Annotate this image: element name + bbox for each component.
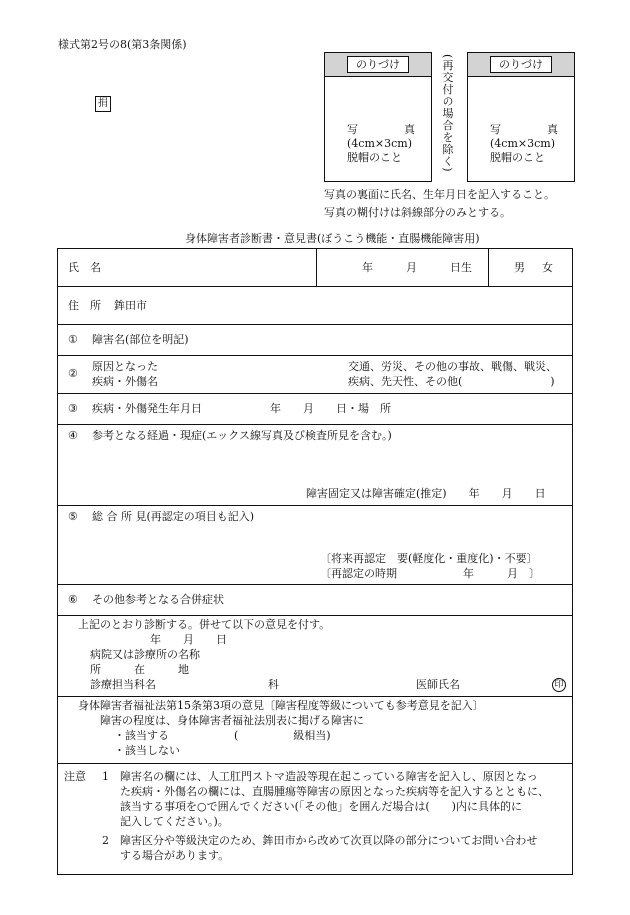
- complications-row[interactable]: [58, 585, 573, 616]
- form-number: 様式第2号の8(第3条関係): [58, 38, 187, 51]
- diagnosis-section: [58, 616, 573, 697]
- opinion-degree-text: 障害の程度は、身体障害者福祉法別表に掲げる障害に: [100, 714, 364, 727]
- photo-note-2: 写真の糊付けは斜線部分のみとする。: [324, 206, 511, 219]
- address-city: 鉾田市: [114, 299, 147, 312]
- name-label: 氏 名: [68, 261, 101, 274]
- photo-label-shin: 真: [404, 123, 415, 136]
- opinion-not-applicable[interactable]: ・該当しない: [114, 744, 180, 757]
- address-label: 住 所: [68, 299, 101, 312]
- photo-box-left: [324, 52, 432, 182]
- notes-label: 注意: [64, 770, 86, 783]
- disability-fixed-date: 障害固定又は障害確定(推定) 年 月 日: [306, 487, 546, 500]
- sex-female[interactable]: 女: [542, 261, 553, 274]
- reissue-note: (再交付の場合を除く): [441, 54, 454, 173]
- department-label: 診療担当科名: [90, 678, 156, 691]
- department-suffix: 科: [268, 678, 279, 691]
- item4-number: ④: [68, 429, 78, 442]
- form-title: 身体障害者診断書・意見書(ぼうこう機能・直腸機能障害用): [185, 232, 480, 245]
- item5-number: ⑤: [68, 510, 78, 523]
- cause-options-2[interactable]: 疾病、先天性、その他( ): [348, 375, 555, 388]
- history-row[interactable]: [58, 425, 573, 506]
- doctor-name-label: 医師氏名: [416, 678, 460, 691]
- photo-label-sha: 写: [490, 123, 501, 136]
- main-form-table: [57, 248, 573, 875]
- photo-hat-note: 脱帽のこと: [347, 151, 402, 164]
- note-2-line-1: 障害区分や等級決定のため、鉾田市から改めて次頁以降の部分についてお問い合わせ: [120, 834, 538, 847]
- diagnosis-statement: 上記のとおり診断する。併せて以下の意見を付す。: [78, 618, 331, 631]
- name-row[interactable]: [58, 249, 573, 287]
- item1-number: ①: [68, 333, 78, 346]
- paste-label: のりづけ: [490, 56, 552, 73]
- photo-size: (4cm×3cm): [347, 137, 412, 150]
- photo-note-1: 写真の裏面に氏名、生年月日を記入すること。: [324, 188, 555, 201]
- note-1-number: 1: [102, 770, 109, 783]
- hospital-name-label: 病院又は診療所の名称: [90, 648, 200, 661]
- cause-row[interactable]: [58, 356, 573, 394]
- overall-findings-row[interactable]: [58, 506, 573, 585]
- photo-label-sha: 写: [347, 123, 358, 136]
- opinion-grade: ( 級相当): [234, 729, 331, 742]
- item2-label-1: 原因となった: [92, 360, 158, 373]
- item4-label: 参考となる経過・現症(エックス線写真及び検査所見を含む。): [92, 429, 392, 442]
- cause-options-1[interactable]: 交通、労災、その他の事故、戦傷、戦災、: [348, 360, 557, 373]
- photo-label-shin: 真: [547, 123, 558, 136]
- opinion-applicable[interactable]: ・該当する: [114, 729, 169, 742]
- sex-male[interactable]: 男: [514, 261, 525, 274]
- note-1-line-1: 障害名の欄には、人工肛門ストマ造設等現在起こっている障害を記入し、原因となっ: [120, 770, 538, 783]
- opinion-section: [58, 697, 573, 764]
- item2-number: ②: [68, 367, 78, 380]
- item3-label: 疾病・外傷発生年月日: [92, 402, 202, 415]
- note-2-number: 2: [102, 834, 109, 847]
- photo-hat-note: 脱帽のこと: [490, 151, 545, 164]
- dob-label: 年 月 日生: [362, 261, 472, 274]
- item2-label-2: 疾病・外傷名: [92, 375, 158, 388]
- item6-number: ⑥: [68, 593, 78, 606]
- recertification-need[interactable]: 〔将来再認定 要(軽度化・重度化)・不要〕: [320, 552, 538, 565]
- onset-date-row[interactable]: [58, 394, 573, 425]
- seal-mark: 印: [552, 678, 566, 692]
- recertification-date: 〔再認定の時期 年 月 〕: [320, 567, 540, 580]
- item5-label: 総 合 所 見(再認定の項目も記入): [92, 510, 255, 523]
- item3-number: ③: [68, 402, 78, 415]
- note-1-line-2: た疾病・外傷名の欄には、直腸腫瘍等障害の原因となった疾病等を記入するとともに、: [120, 785, 549, 798]
- stamp-box: 捐: [95, 96, 111, 112]
- item6-label: その他参考となる合併症状: [92, 593, 224, 606]
- item1-label: 障害名(部位を明記): [92, 333, 189, 346]
- hospital-location-label: 所 在 地: [90, 663, 189, 676]
- note-1-line-4: 記入してください。)。: [120, 815, 229, 828]
- photo-box-right: [467, 52, 575, 182]
- disability-name-row[interactable]: [58, 325, 573, 356]
- note-1-line-3: 該当する事項を○で囲んでください(「その他」を囲んだ場合は( )内に具体的に: [120, 800, 522, 813]
- diagnosis-date: 年 月 日: [150, 633, 227, 646]
- notes-section: [58, 764, 573, 875]
- opinion-heading: 身体障害者福祉法第15条第3項の意見〔障害程度等級についても参考意見を記入〕: [78, 699, 484, 712]
- paste-label: のりづけ: [347, 56, 409, 73]
- address-row[interactable]: [58, 287, 573, 325]
- photo-size: (4cm×3cm): [490, 137, 555, 150]
- onset-date-place: 年 月 日・場 所: [270, 402, 391, 415]
- note-2-line-2: する場合があります。: [120, 849, 230, 862]
